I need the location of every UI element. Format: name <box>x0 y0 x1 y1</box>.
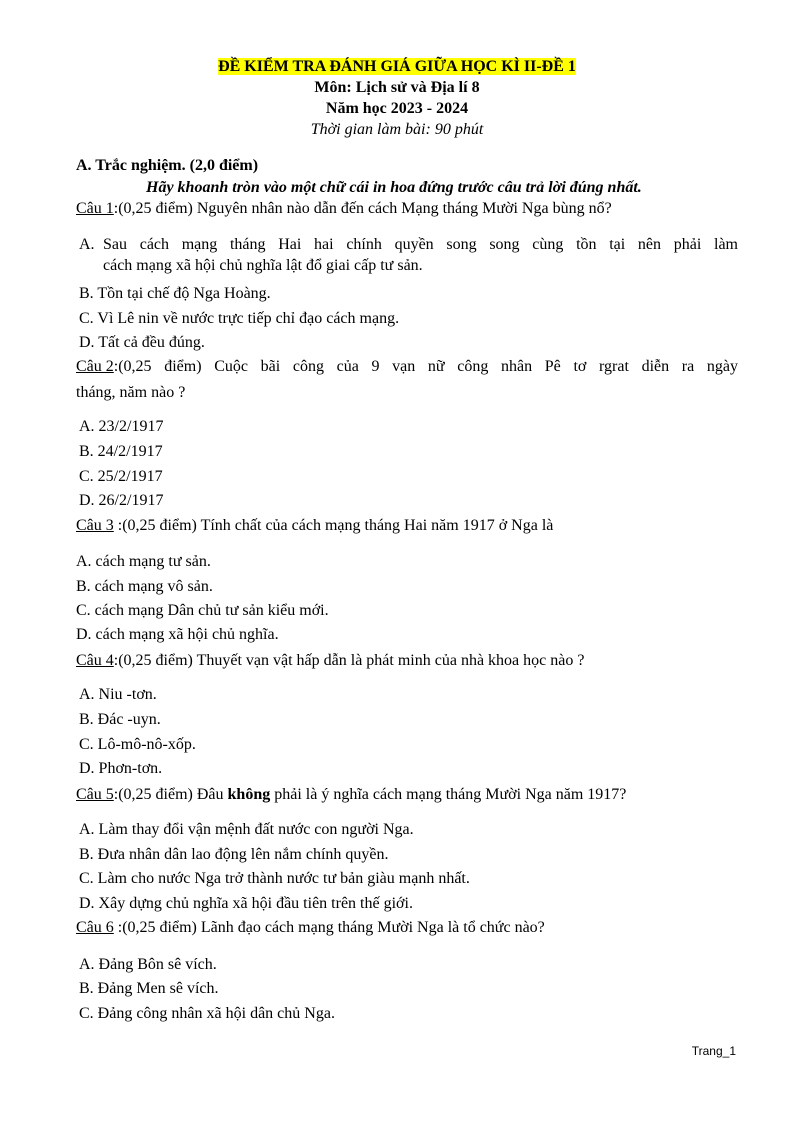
exam-time: Thời gian làm bài: 90 phút <box>310 121 484 138</box>
q4-option-d: D. Phơn-tơn. <box>79 760 163 777</box>
question-4 <box>76 652 584 670</box>
q3-option-c: C. cách mạng Dân chủ tư sản kiểu mới. <box>76 602 329 619</box>
question-1-label: Câu 1 <box>76 200 114 217</box>
question-4-text: :(0,25 điểm) Thuyết vạn vật hấp dẫn là phát minh của nhà khoa học nào ? <box>113 652 585 669</box>
q1-option-d: D. Tất cả đều đúng. <box>79 334 205 351</box>
question-1-text: :(0,25 điểm) Nguyên nhân nào dẫn đến cách Mạng tháng Mười Nga bùng nổ? <box>113 200 612 217</box>
question-2-label: Câu 2 <box>76 358 114 375</box>
q1-option-c: C. Vì Lê nin về nước trực tiếp chỉ đạo cách mạng. <box>79 310 400 327</box>
q3-option-a: A. cách mạng tư sản. <box>76 553 211 570</box>
question-5-text-bold: không <box>227 786 271 803</box>
q4-option-b: B. Đác -uyn. <box>79 711 161 728</box>
question-2-text-line1: :(0,25 điểm) Cuộc bãi công của 9 vạn nữ công nhân Pê tơ rgrat diễn ra ngày <box>113 358 738 375</box>
q6-option-b: B. Đảng Men sê vích. <box>79 980 219 997</box>
question-3 <box>76 517 553 535</box>
section-a-title: A. Trắc nghiệm. (2,0 điểm) <box>76 157 259 174</box>
question-5-text-after: phải là ý nghĩa cách mạng tháng Mười Nga năm 1917? <box>270 786 627 803</box>
question-2 <box>76 358 738 376</box>
q4-option-c: C. Lô-mô-nô-xốp. <box>79 736 196 753</box>
question-5-label: Câu 5 <box>76 786 114 803</box>
q5-option-c: C. Làm cho nước Nga trở thành nước tư bản giàu mạnh nhất. <box>79 870 470 887</box>
q3-option-b: B. cách mạng vô sản. <box>76 578 213 595</box>
question-5-text-before: :(0,25 điểm) Đâu <box>113 786 228 803</box>
exam-year: Năm học 2023 - 2024 <box>325 100 469 117</box>
q1-option-a-letter: A. <box>79 236 95 253</box>
q2-option-a: A. 23/2/1917 <box>79 418 164 435</box>
q2-option-c: C. 25/2/1917 <box>79 468 163 485</box>
question-6-label: Câu 6 <box>76 919 114 936</box>
q2-option-b: B. 24/2/1917 <box>79 443 163 460</box>
q6-option-c: C. Đảng công nhân xã hội dân chủ Nga. <box>79 1005 335 1022</box>
q4-option-a: A. Niu -tơn. <box>79 686 157 703</box>
q5-option-a: A. Làm thay đổi vận mệnh đất nước con người Nga. <box>79 821 414 838</box>
exam-title: ĐỀ KIỂM TRA ĐÁNH GIÁ GIỮA HỌC KÌ II-ĐỀ 1 <box>218 58 576 75</box>
q3-option-d: D. cách mạng xã hội chủ nghĩa. <box>76 626 279 643</box>
question-3-label: Câu 3 <box>76 517 114 534</box>
q6-option-a: A. Đảng Bôn sê vích. <box>79 956 217 973</box>
q1-option-a-line1: Sau cách mạng tháng Hai hai chính quyền song song cùng tồn tại nên phải làm <box>103 236 738 253</box>
question-6-text: :(0,25 điểm) Lãnh đạo cách mạng tháng Mười Nga là tổ chức nào? <box>113 919 545 936</box>
q5-option-d: D. Xây dựng chủ nghĩa xã hội đầu tiên trên thế giới. <box>79 895 413 912</box>
question-3-text: :(0,25 điểm) Tính chất của cách mạng tháng Hai năm 1917 ở Nga là <box>113 517 554 534</box>
question-1 <box>76 200 612 218</box>
q5-option-b: B. Đưa nhân dân lao động lên nắm chính quyền. <box>79 846 389 863</box>
exam-subject: Môn: Lịch sử và Địa lí 8 <box>314 79 480 96</box>
q1-option-a-line2: cách mạng xã hội chủ nghĩa lật đổ giai cấp tư sản. <box>103 257 423 274</box>
q2-option-d: D. 26/2/1917 <box>79 492 164 509</box>
q1-option-a <box>79 236 738 275</box>
question-2-text-line2: tháng, năm nào ? <box>76 384 186 401</box>
q1-option-b: B. Tồn tại chế độ Nga Hoàng. <box>79 285 271 302</box>
question-5 <box>76 786 626 804</box>
question-4-label: Câu 4 <box>76 652 114 669</box>
section-a-instruction: Hãy khoanh tròn vào một chữ cái in hoa đứng trước câu trả lời đúng nhất. <box>146 179 642 196</box>
exam-header <box>0 56 794 140</box>
page-number: Trang_1 <box>691 1044 736 1058</box>
question-6 <box>76 919 545 937</box>
